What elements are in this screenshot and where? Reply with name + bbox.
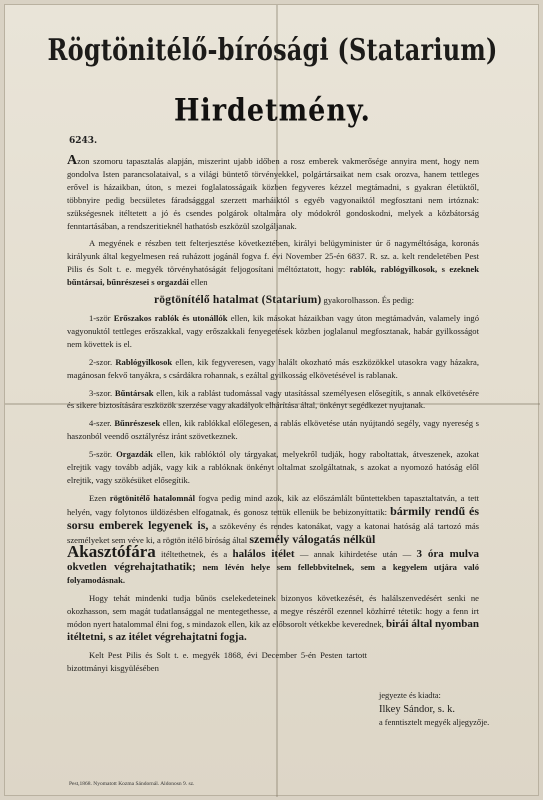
- initial-letter: A: [67, 153, 78, 168]
- document-number: 6243.: [69, 136, 98, 146]
- list-item-2: 2-szor. Rablógyilkosok ellen, kik fegyveresen, vagy halált okozható más eszközökkel utasokra vagy házakra, magánosan fekvő tanyákra, s csárdákra rohannak, s ezáltal gyilkosság elkövetésével is rablanak.: [67, 356, 479, 380]
- signature-name: Ilkey Sándor, s. k.: [379, 704, 455, 715]
- poster-heading: Hirdetmény.: [174, 92, 371, 129]
- signature-role: a fenntisztelt megyék aljegyzője.: [379, 718, 490, 727]
- akasztofara-word: Akasztófára: [67, 542, 156, 562]
- statarium-line: rögtönítélő hatalmat (Statarium) gyakorolhasson. És pedig:: [154, 294, 414, 307]
- paragraph-5: Kelt Pest Pilis és Solt t. e. megyék 1868, évi December 5-én Pesten tartott bizottmányi kisgyülésében: [67, 649, 367, 673]
- list-item-4: 4-szer. Bűnrészesek ellen, kik rablókkal előlegesen, a rablás elkövetése után nyújtandó segély, vagy nyereség s haszonból veendő osztályrész iránt szövetkeznek.: [67, 418, 479, 442]
- signature-block: [379, 691, 529, 727]
- list-item-5: 5-ször. Orgazdák ellen, kik rablóktól oly tárgyakat, melyekről tudják, hogy raboltattak, átveszenek, azokat elrejtik vagy tovább adják, vagy kik a rablóknak önkényt oltalmat szolgáltatnak, s azokat a nyomozó hatóság elől elrejtik, vagy szökésüket elősegítik.: [67, 449, 479, 485]
- list-item-1: 1-ször Erőszakos rablók és utonállók ellen, kik másokat házaikban vagy úton megtámadván, valamely ingó vagyonuktól tettleges erőszakkal, vagy erőszakkali fenyegetések közben joglalanul megfosztanak, habár gyilkosságot nem követtek is el.: [67, 312, 479, 349]
- list-item-3: 3-szor. Bűntársak ellen, kik a rablást tudomással vagy utasítással személyesen elősegítik, s annak elkövetésére és sikere biztosítására eszközök szerzése vagy akadályok elhárítása által, önkényt segédkezet nyujtanak.: [67, 387, 479, 411]
- paragraph-2: A megyének e részben tett felterjesztése következtében, királyi belügyminister úr ő nagyméltósága, koronás királyunk által kegyelmesen reá ruházott jogánál fogva f. évi November 25-én 6837. R. sz. a. kelt rendeletében Pest Pilis és Solt t. e. megyék törvényhatóságát feljogosítani méltóztatott, hogy: rablók, rablógyilkosok, s ezeknek bűntársai, bűnrészesei s orgazdái ellen: [67, 238, 479, 288]
- paragraph-4: Hogy tehát mindenki tudja bűnös cselekedeteinek bizonyos következését, és halálszenvedésért senki ne okozhasson, sem magát tudatlansággal ne mentegethesse, a megye részéről ezennel közhírré tétetik: hogy a fenn irt módon nyert hatalommal élni fog, s mindazok ellen, kik az előbsorolt vétkekbe keverednek, birái által nyomban itéltetni, s az itélet végrehajtatni fogja.: [67, 593, 480, 643]
- poster-body: [67, 155, 479, 680]
- poster-title: Rögtönitélő-bírósági (Statarium): [47, 31, 498, 68]
- paragraph-3: Ezen rögtönitélő hatalomnál fogva pedig mind azok, kik az előszámlált bűntettekben tapasztaltatván, a tett helyén, vagy folytonos üldözésben elfogatnak, és gonosz tettük ellenük be bebizonyíttatik: bármily rendű és sorsu emberek legyenek is, a szökevény és rendes katonákat, vagy a katonai hatóság alá tartozó más személyeket sem véve ki, a rögtön itélő bíróság által személy válogatás nélkül Akasztófára itéltethetnek, és a halálos itélet — annak kihirdetése után — 3 óra mulva okvetlen végrehajtathatik; nem lévén helye sem fellebbvitelnek, sem a kegyelem utjára való folyamodásnak.: [67, 492, 480, 586]
- poster-sheet: [4, 4, 539, 796]
- printer-note: Pest,1868. Nyomatott Kozma Sándornál. Aldonosn 9. sz.: [69, 781, 195, 787]
- signature-label: jegyezte és kiadta:: [379, 691, 441, 700]
- paragraph-1: Azon szomoru tapasztalás alapján, miszerint ujabb időben a rosz emberek vakmerősége annyira ment, hogy nem gondolva Isten parancsolataival, s a világi büntető törvényekkel, polgártársaikat nem csak orozva, hanem tettleges erővel is házaikban, úton, s mezei foglalatosságaik közben fegyveres kézzel megtámadni, s gyakran életüktől, többnyire pedig becsületes fáradságggal szerzett marháiktól s egyéb vagyonaiktól megfosztani nem irtóznak: szükségesnek itéltetett a jó és csendes polgárok oltalmára oly módokról gondoskodni, melyek a közbátorság fenntartásában, a rendszeritieknél hathatósb eszközül szolgáljanak.: [67, 153, 479, 231]
